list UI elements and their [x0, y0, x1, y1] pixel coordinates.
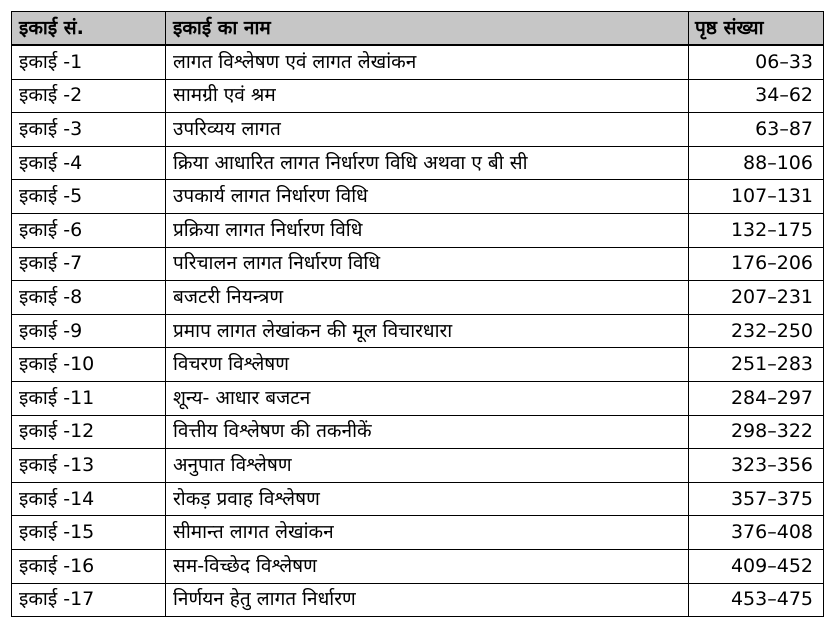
- unit-number-cell: इकाई -16: [12, 549, 166, 583]
- unit-number-cell: इकाई -8: [12, 281, 166, 315]
- unit-number-cell: इकाई -3: [12, 113, 166, 147]
- unit-name-cell: सीमान्त लागत लेखांकन: [166, 516, 689, 550]
- table-row: [12, 281, 824, 315]
- page-range-cell: 132–175: [689, 213, 824, 247]
- unit-name-cell: प्रक्रिया लागत निर्धारण विधि: [166, 213, 689, 247]
- unit-name-cell: उपकार्य लागत निर्धारण विधि: [166, 180, 689, 214]
- contents-table: [11, 11, 824, 617]
- page-range-cell: 34–62: [689, 79, 824, 113]
- unit-name-cell: सामग्री एवं श्रम: [166, 79, 689, 113]
- unit-number-cell: इकाई -6: [12, 213, 166, 247]
- table-row: [12, 583, 824, 617]
- table-row: [12, 314, 824, 348]
- contents-table-wrapper: [11, 11, 824, 617]
- unit-number-cell: इकाई -10: [12, 348, 166, 382]
- page-range-cell: 323–356: [689, 449, 824, 483]
- header-unit-number: इकाई सं.: [12, 12, 166, 46]
- page-range-cell: 207–231: [689, 281, 824, 315]
- unit-name-cell: क्रिया आधारित लागत निर्धारण विधि अथवा ए बी सी: [166, 146, 689, 180]
- unit-number-cell: इकाई -2: [12, 79, 166, 113]
- table-row: [12, 213, 824, 247]
- unit-name-cell: लागत विश्लेषण एवं लागत लेखांकन: [166, 45, 689, 79]
- header-unit-name: इकाई का नाम: [166, 12, 689, 46]
- table-row: [12, 516, 824, 550]
- header-row: [12, 12, 824, 46]
- table-row: [12, 482, 824, 516]
- table-row: [12, 45, 824, 79]
- unit-number-cell: इकाई -4: [12, 146, 166, 180]
- unit-name-cell: निर्णयन हेतु लागत निर्धारण: [166, 583, 689, 617]
- unit-name-cell: उपरिव्यय लागत: [166, 113, 689, 147]
- unit-number-cell: इकाई -11: [12, 381, 166, 415]
- table-row: [12, 146, 824, 180]
- header-page-number: पृष्ठ संख्या: [689, 12, 824, 46]
- page-range-cell: 251–283: [689, 348, 824, 382]
- page-range-cell: 176–206: [689, 247, 824, 281]
- table-row: [12, 449, 824, 483]
- page-range-cell: 284–297: [689, 381, 824, 415]
- unit-number-cell: इकाई -1: [12, 45, 166, 79]
- unit-number-cell: इकाई -12: [12, 415, 166, 449]
- unit-number-cell: इकाई -9: [12, 314, 166, 348]
- table-row: [12, 180, 824, 214]
- page-range-cell: 298–322: [689, 415, 824, 449]
- unit-name-cell: वित्तीय विश्लेषण की तकनीकें: [166, 415, 689, 449]
- table-body: [12, 45, 824, 617]
- unit-name-cell: सम-विच्छेद विश्लेषण: [166, 549, 689, 583]
- page-range-cell: 06–33: [689, 45, 824, 79]
- table-row: [12, 348, 824, 382]
- unit-number-cell: इकाई -7: [12, 247, 166, 281]
- unit-number-cell: इकाई -15: [12, 516, 166, 550]
- unit-name-cell: रोकड़ प्रवाह विश्लेषण: [166, 482, 689, 516]
- unit-number-cell: इकाई -13: [12, 449, 166, 483]
- unit-number-cell: इकाई -5: [12, 180, 166, 214]
- table-row: [12, 381, 824, 415]
- table-row: [12, 247, 824, 281]
- unit-number-cell: इकाई -17: [12, 583, 166, 617]
- page-range-cell: 409–452: [689, 549, 824, 583]
- unit-name-cell: प्रमाप लागत लेखांकन की मूल विचारधारा: [166, 314, 689, 348]
- unit-name-cell: परिचालन लागत निर्धारण विधि: [166, 247, 689, 281]
- page-range-cell: 453–475: [689, 583, 824, 617]
- unit-name-cell: विचरण विश्लेषण: [166, 348, 689, 382]
- unit-name-cell: शून्य- आधार बजटन: [166, 381, 689, 415]
- unit-name-cell: बजटरी नियन्त्रण: [166, 281, 689, 315]
- page-range-cell: 107–131: [689, 180, 824, 214]
- page-range-cell: 376–408: [689, 516, 824, 550]
- table-row: [12, 113, 824, 147]
- table-header: [12, 12, 824, 46]
- page-range-cell: 88–106: [689, 146, 824, 180]
- table-row: [12, 415, 824, 449]
- page-range-cell: 63–87: [689, 113, 824, 147]
- unit-number-cell: इकाई -14: [12, 482, 166, 516]
- page-range-cell: 357–375: [689, 482, 824, 516]
- table-row: [12, 79, 824, 113]
- page-range-cell: 232–250: [689, 314, 824, 348]
- unit-name-cell: अनुपात विश्लेषण: [166, 449, 689, 483]
- table-row: [12, 549, 824, 583]
